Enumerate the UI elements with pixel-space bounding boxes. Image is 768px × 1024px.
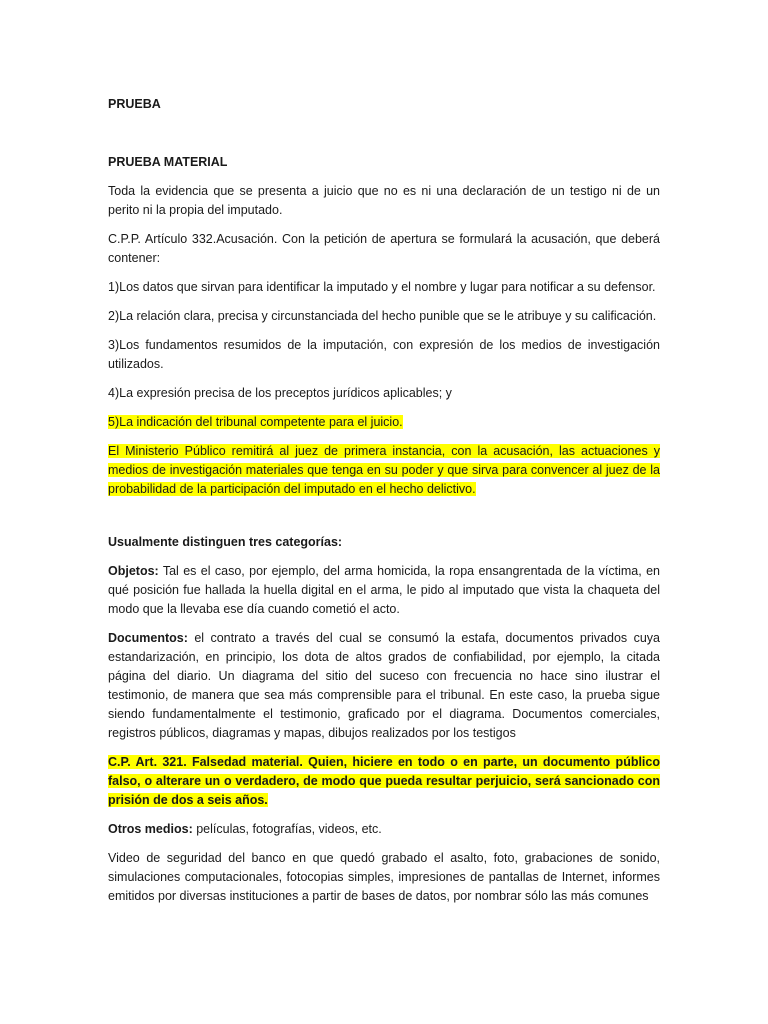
list-item-2-text: 2)La relación clara, precisa y circunstanciada del hecho punible que se le atribuye y su calificación.: [108, 309, 657, 323]
ministerio-paragraph: [108, 442, 660, 499]
otros-label: Otros medios:: [108, 822, 193, 836]
otros-paragraph: [108, 820, 660, 839]
cpp-article-text: C.P.P. Artículo 332.Acusación. Con la petición de apertura se formulará la acusación, que deberá contener:: [108, 232, 660, 265]
documentos-text: el contrato a través del cual se consumó la estafa, documentos privados cuya estandarización, en principio, los dota de altos grados de confiabilidad, por ejemplo, la citada página del diario. Un diagrama del sitio del suceso con frecuencia no hace sino ilustrar el testimonio, de manera que sea más comprensible para el tribunal. En este caso, la prueba sigue siendo fundamentalmente el testimonio, graficado por el diagrama. Documentos comerciales, registros públicos, diagramas y mapas, dibujos realizados por los testigos: [108, 631, 660, 740]
list-item-2: [108, 307, 660, 326]
categories-heading-text: Usualmente distinguen tres categorías:: [108, 535, 343, 549]
section-title: PRUEBA MATERIAL: [108, 155, 228, 169]
cp-article-paragraph: [108, 753, 660, 810]
list-item-1-text: 1)Los datos que sirvan para identificar la imputado y el nombre y lugar para notificar a su defensor.: [108, 280, 656, 294]
objetos-label: Objetos:: [108, 564, 159, 578]
cpp-article-paragraph: [108, 230, 660, 268]
list-item-1: [108, 278, 660, 297]
ministerio-text: El Ministerio Público remitirá al juez de primera instancia, con la acusación, las actuaciones y medios de investigación materiales que tenga en su poder y que sirva para convencer al juez de la probabilidad de la participación del imputado en el hecho delictivo.: [108, 444, 660, 496]
list-item-3: [108, 336, 660, 374]
list-item-4-text: 4)La expresión precisa de los preceptos jurídicos aplicables; y: [108, 386, 452, 400]
definition-paragraph: [108, 182, 660, 220]
list-item-4: [108, 384, 660, 403]
objetos-paragraph: [108, 562, 660, 619]
list-item-3-text: 3)Los fundamentos resumidos de la imputación, con expresión de los medios de investigación utilizados.: [108, 338, 660, 371]
objetos-text: Tal es el caso, por ejemplo, del arma homicida, la ropa ensangrentada de la víctima, en qué posición fue hallada la huella digital en el arma, le pido al imputado que vista la chaqueta del modo que la llevaba ese día cuando cometió el acto.: [108, 564, 660, 616]
list-item-5-text: 5)La indicación del tribunal competente para el juicio.: [108, 415, 403, 429]
categories-heading: [108, 533, 660, 552]
video-text: Video de seguridad del banco en que quedó grabado el asalto, foto, grabaciones de sonido, simulaciones computacionales, fotocopias simples, impresiones de pantallas de Internet, informes emitidos por diversas instituciones a partir de bases de datos, por nombrar sólo las más comunes: [108, 851, 660, 903]
documentos-label: Documentos:: [108, 631, 188, 645]
list-item-5: [108, 413, 660, 432]
definition-text: Toda la evidencia que se presenta a juicio que no es ni una declaración de un testigo ni de un perito ni la propia del imputado.: [108, 184, 660, 217]
document-title: PRUEBA: [108, 97, 161, 111]
otros-text: películas, fotografías, videos, etc.: [192, 822, 382, 836]
cp-article-text: C.P. Art. 321. Falsedad material. Quien, hiciere en todo o en parte, un documento público falso, o alterare un o verdadero, de modo que pueda resultar perjuicio, será sancionado con prisión de dos a seis años.: [108, 755, 660, 807]
documentos-paragraph: [108, 629, 660, 743]
video-paragraph: [108, 849, 660, 906]
